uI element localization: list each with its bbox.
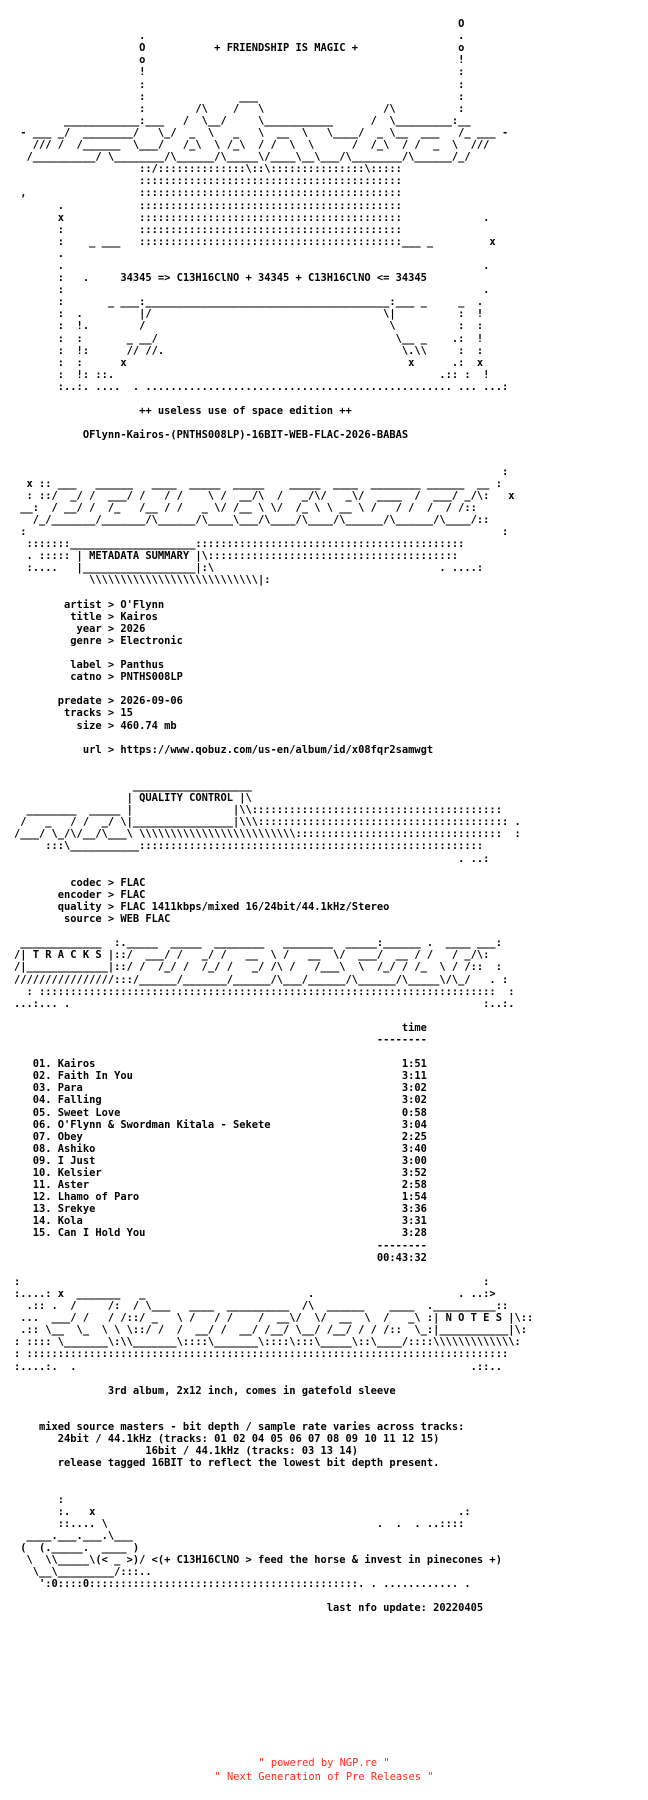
tracks-ascii-header: _____________ :._____ _____ ________ ________ _____:______ . ____ ___: /| T R A C K S |::/ ___/ / _/ / __ \ / __ \/ ___/ __ / / / _/\: /|_____________|::/ / /_/ / /_/ / _/ /\ / /___\ \ /_/ / /_ \ / /:: : ////////////////:::/______/_______/______/\___/______/\______/\_____\/\_/ . : : ::::::::::::::::::::::::::::::::::::::::::::::::::::::::::::::::::::::::: : ...:... . :..:. xyxy=(14,937,515,1010)
metadata-ascii-header: : x :: ___ ______ ____ _____ _____ _____ ____ ________ ______ __ : : ::/ _/ / ___/ / / / \ / __/\ / _/\/ _\/ ____ / ___/ _/\: x __: / __/ / /_ /__ / / _ \/ /__ \ \/ /_ \ \ __ \ / / / / / /:: /_/_______/_______/\______/\____\___/\____/\____/\______/\______/\____/:: : : xyxy=(20,465,515,539)
spacer xyxy=(0,865,648,877)
feed-ascii-art: : :. x .: ::.... \ . . . ..:::: ____.___.___.\___ ( (._____. ____ ) \ \\_____\(< _ >)/ <(+ C13H16ClNO > feed the horse & invest in pinecones +) \__\_________/:::.. ':0::::0:::::::::::::::::::::::::::::::::::::::::::. . ............ . xyxy=(20,1493,502,1591)
spacer xyxy=(0,441,648,465)
metadata-title-box: :::::::____________________::::::::::::::::::::::::::::::::::::::::::: . ::::: | METADATA SUMMARY |\:::::::::::::::::::::::::::::::::::::::: :.... |__________________|:\ . ....: \\\\\\\\\\\\\\\\\\\\\\\\\\\|: xyxy=(26,538,484,587)
nfo-document xyxy=(0,6,648,1614)
footer xyxy=(0,1756,648,1784)
spacer xyxy=(0,756,648,780)
spacer xyxy=(0,1373,648,1385)
powered-by-link[interactable]: " powered by NGP.re " xyxy=(258,1757,390,1769)
notes-text: 3rd album, 2x12 inch, comes in gatefold sleeve mixed source masters - bit depth / sample rate varies across tracks: 24bit / 44.1kHz (tracks: 01 02 04 05 06 07 08 09 10 11 12 15) 16bit / 44.1kHz (tracks: 03 13 14) release tagged 16BIT to reflect the lowest bit depth present. xyxy=(39,1384,465,1470)
quality-list: codec > FLAC encoder > FLAC quality > FLAC 1411kbps/mixed 16/24bit/44.1kHz/Stereo source > WEB FLAC xyxy=(57,876,390,926)
spacer xyxy=(0,417,648,429)
metadata-list: artist > O'Flynn title > Kairos year > 2026 genre > Electronic label > Panthus catno > PNTHS008LP predate > 2026-09-06 tracks > 15 size > 460.74 mb url > https://www.qobuz.com/us-en/album/id/x08fqr2samwgt xyxy=(57,598,434,756)
edition-line: ++ useless use of space edition ++ xyxy=(14,405,352,418)
spacer xyxy=(0,393,648,405)
spacer xyxy=(0,1469,648,1493)
spacer xyxy=(0,1264,648,1276)
spacer xyxy=(0,587,648,599)
quality-ascii-header: ___________________ | QUALITY CONTROL |\ ________ _____ | |\\:::::::::::::::::::::::::::::::::::::::: / _ / / _/ \|________________|\\\:::::::::::::::::::::::::::::::::::::::: . /___/ \_/\/__/\___\ \\\\\\\\\\\\\\\\\\\\\\\\\::::::::::::::::::::::::::::::::: : :::\___________::::::::::::::::::::::::::::::::::::::::::::::::::::::: . ..: xyxy=(14,780,521,865)
last-update-line: last nfo update: 20220405 xyxy=(14,1602,484,1615)
top-ascii-art: O . . O + FRIENDSHIP IS MAGIC + o o ! ! : : : : ___ : : /\ / \ /\ : ____________:___ / \__/ \___________ / \_________:__ - ___ _/ ________/ \_/ _ \ _ \ __ \ \____/ _ \__ ___ /_ ___ - /// / /______ \___/ /_\ \ /_\ / / \ \ / /_\ / / _ \ /// /__________/ \________/\______/\_____\/____\__\___/\________/\______/_/ ::/::::::::::::::\::\:::::::::::::::\::::: :::::::::::::::::::::::::::::::::::::::::: , :::::::::::::::::::::::::::::::::::::::::: . :::::::::::::::::::::::::::::::::::::::::: x :::::::::::::::::::::::::::::::::::::::::: . : :::::::::::::::::::::::::::::::::::::::::: : _ ___ ::::::::::::::::::::::::::::::::::::::::::___ _ x . . . : . 34345 => C13H16ClNO + 34345 + C13H16ClNO <= 34345 : . : _ ___:_______________________________________:___ _ _ . : . |/ \| : ! : !. / \ : : : : _ __/ \__ _ .: ! : !: // //. \.\\ : : : : x x .: x : !: ::. .:: : ! :..:. .... . ................................................. ... ...: xyxy=(20,18,509,393)
spacer xyxy=(0,1590,648,1602)
spacer xyxy=(0,1010,648,1022)
next-generation-tagline: " Next Generation of Pre Releases " xyxy=(214,1771,434,1783)
release-name: OFlynn-Kairos-(PNTHS008LP)-16BIT-WEB-FLAC-2026-BABAS xyxy=(14,429,409,442)
tracklist: time -------- 01. Kairos 1:51 02. Faith In You 3:11 03. Para 3:02 04. Falling 3:02 05. Sweet Love 0:58 06. O'Flynn & Swordman Kitala - Sekete 3:04 07. Obey 2:25 08. Ashiko 3:40 09. I Just 3:00 10. Kelsier 3:52 11. Aster 2:58 12. Lhamo of Paro 1:54 13. Srekye 3:36 14. Kola 3:31 15. Can I Hold You 3:28 -------- 00:43:32 xyxy=(32,1021,427,1264)
spacer xyxy=(0,925,648,937)
notes-ascii-header: : : :....: x _______ _ . . ..:> .:: . / /: / \___ ____ __________ /\ ______ ____ .__________:: ... ___/ / / /::/ _ \ / / / / __\/ \/ __ \ / _\ :| N O T E S |\:: .:: \__ \_ \ \ \::/ / / __/ / __/ /__/ \__/ /__/ / / /:: \_:|___________|\: : :::: \_______\:\\_______\::::\_______\::::\:::\_____\::\____/::::\\\\\\\\\\\\\: : ::::::::::::::::::::::::::::::::::::::::::::::::::::::::::::::::::::::::::::: :....:. . .::.. xyxy=(14,1275,534,1373)
